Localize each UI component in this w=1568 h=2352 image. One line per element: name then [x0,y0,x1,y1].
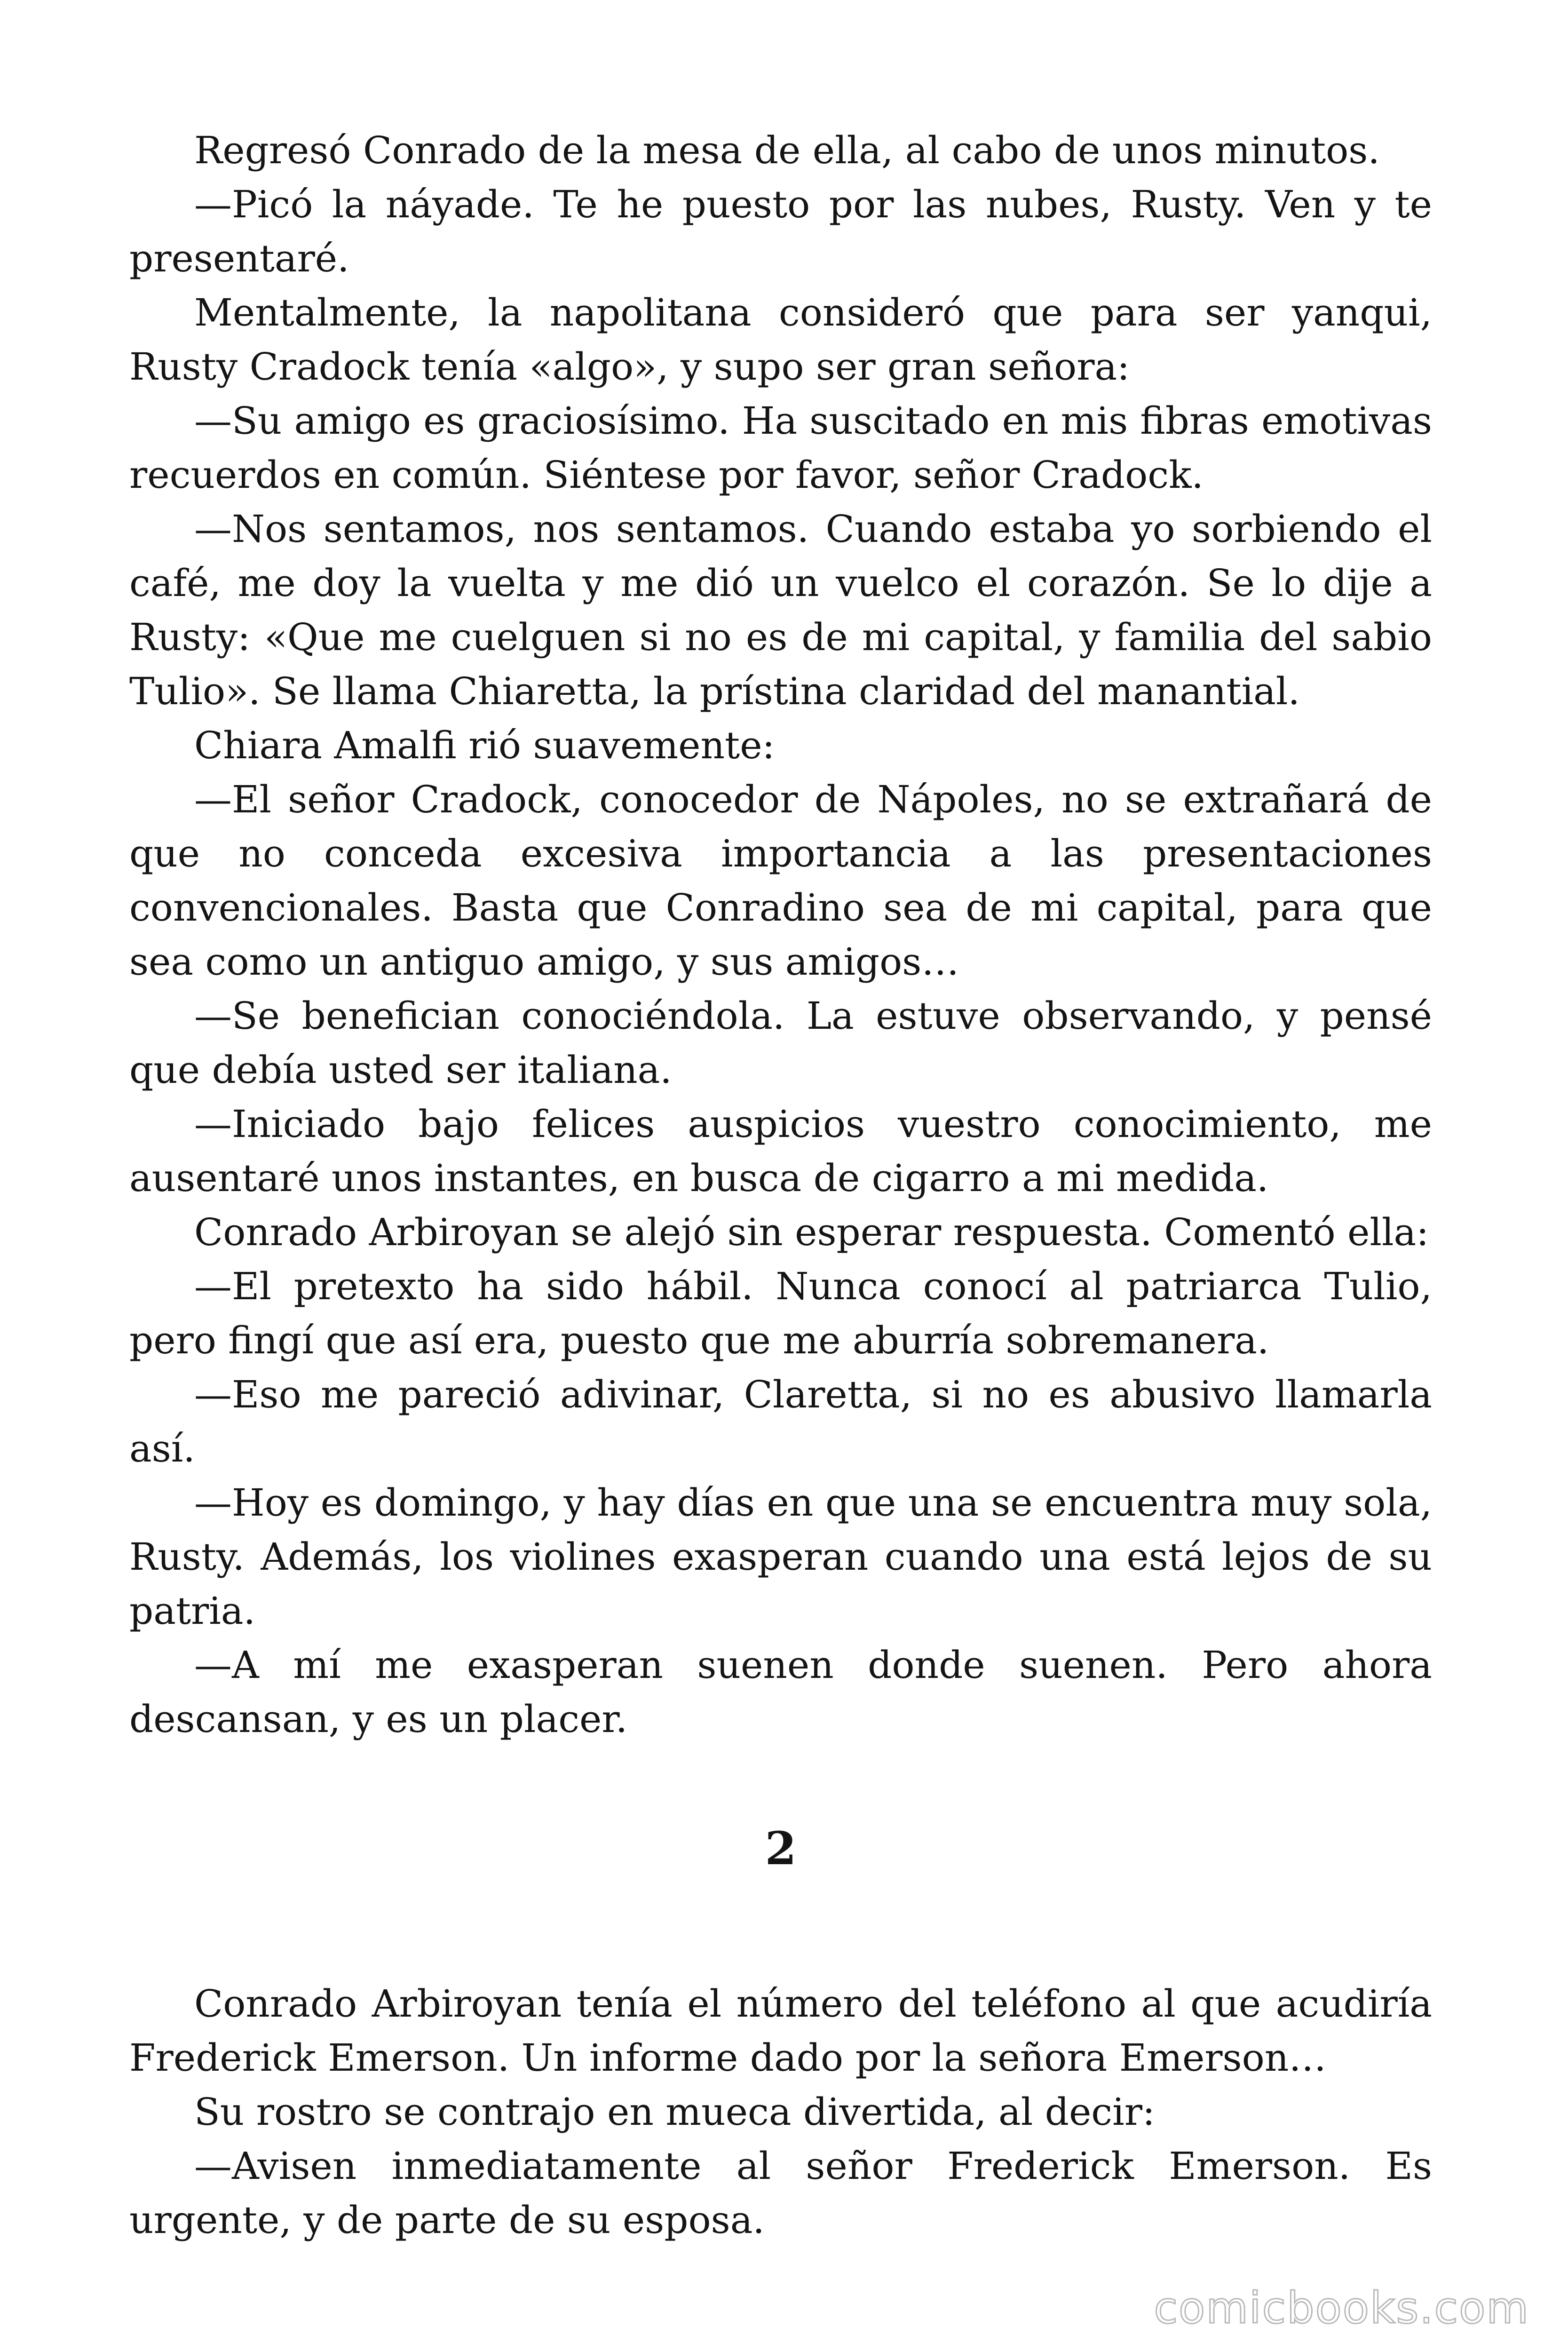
paragraph: Su rostro se contrajo en mueca divertida, al decir: [194,2090,1155,2134]
paragraph: Regresó Conrado de la mesa de ella, al cabo de unos minutos. [194,128,1380,172]
page-body [129,123,1432,2247]
paragraph: —Iniciado bajo felices auspicios vuestro conocimiento, me ausentaré unos instantes, en busca de cigarro a mi medida. [129,1102,1432,1200]
paragraph: Conrado Arbiroyan tenía el número del teléfono al que acudiría Frederick Emerson. Un informe dado por la señora Emerson… [129,1982,1432,2080]
paragraph: —Picó la náyade. Te he puesto por las nubes, Rusty. Ven y te presentaré. [129,183,1432,280]
paragraph: —A mí me exasperan suenen donde suenen. Pero ahora descansan, y es un placer. [129,1643,1432,1741]
paragraph: Chiara Amalfi rió suavemente: [194,723,775,767]
paragraph: Conrado Arbiroyan se alejó sin esperar respuesta. Comentó ella: [194,1210,1429,1254]
paragraph: —Avisen inmediatamente al señor Frederick Emerson. Es urgente, y de parte de su esposa. [129,2144,1432,2242]
chapter-heading: 2 [765,1822,797,1875]
paragraph: —Eso me pareció adivinar, Claretta, si no es abusivo llamarla así. [129,1373,1432,1470]
paragraph: —Nos sentamos, nos sentamos. Cuando estaba yo sorbiendo el café, me doy la vuelta y me dió un vuelco el corazón. Se lo dije a Rusty: «Que me cuelguen si no es de mi capital, y familia del sabio Tulio». Se llama Chiaretta, la prístina claridad del manantial. [129,507,1432,713]
paragraph: —Hoy es domingo, y hay días en que una se encuentra muy sola, Rusty. Además, los violines exasperan cuando una está lejos de su patria. [129,1481,1432,1633]
watermark: comicbooks.com [1154,2283,1529,2333]
paragraph: —Se benefician conociéndola. La estuve observando, y pensé que debía usted ser italiana. [129,994,1432,1092]
paragraph: —El pretexto ha sido hábil. Nunca conocí al patriarca Tulio, pero fingí que así era, puesto que me aburría sobremanera. [129,1264,1432,1362]
paragraph: —Su amigo es graciosísimo. Ha suscitado en mis fibras emotivas recuerdos en común. Siéntese por favor, señor Cradock. [129,399,1432,497]
paragraph: Mentalmente, la napolitana consideró que para ser yanqui, Rusty Cradock tenía «algo», y supo ser gran señora: [129,291,1432,389]
paragraph: —El señor Cradock, conocedor de Nápoles, no se extrañará de que no conceda excesiva importancia a las presentaciones convencionales. Basta que Conradino sea de mi capital, para que sea como un antiguo amigo, y sus amigos… [129,778,1432,984]
